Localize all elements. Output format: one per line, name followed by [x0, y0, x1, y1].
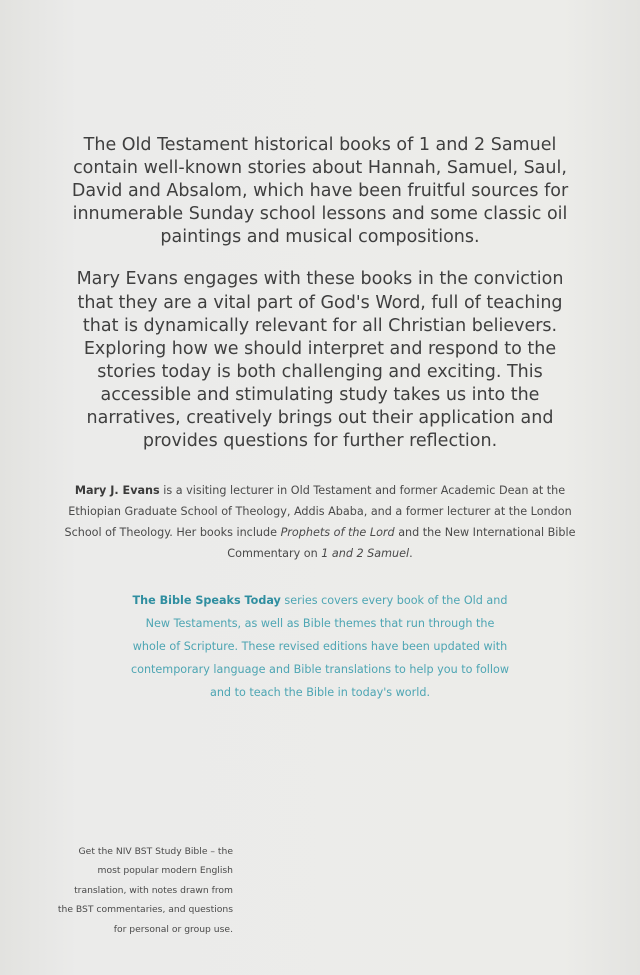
book-title-prophets: Prophets of the Lord [280, 526, 395, 539]
promo-line: Get the NIV BST Study Bible – the [78, 846, 233, 857]
cover-blurb [60, 134, 580, 453]
author-name: Mary J. Evans [74, 484, 160, 497]
promo-line: most popular modern English [97, 865, 233, 877]
author-bio-text-2: and the New International Bible Commentary on [227, 526, 576, 560]
blurb-paragraph-1: The Old Testament historical books of 1 and 2 Samuel contain well-known stories about Hannah, Samuel, Saul, David and Absalom, which have been fruitful sources for innumerable Sunday school lessons and some classic oil paintings and musical compositions. [71, 135, 569, 248]
blurb-paragraph-2: Mary Evans engages with these books in the conviction that they are a vital part of God's Word, full of teaching that is dynamically relevant for all Christian believers. Exploring how we should interpret and respond to the stories today is both challenging and exciting. This accessible and stimulating study takes us into the narratives, creatively brings out their application and provides questions for further reflection. [76, 269, 564, 452]
series-name: The Bible Speaks Today [132, 594, 281, 607]
author-bio-end: . [409, 547, 413, 560]
study-bible-promo [30, 842, 233, 939]
series-description [128, 589, 512, 704]
book-title-samuel: 1 and 2 Samuel [321, 547, 410, 560]
promo-line: the BST commentaries, and questions [57, 904, 233, 916]
promo-line: for personal or group use. [113, 923, 233, 935]
promo-line: translation, with notes drawn from [74, 884, 233, 896]
series-text: series covers every book of the Old and New Testaments, as well as Bible themes that run through the whole of Scripture. These revised editions have been updated with contemporary language and Bible translations to help you to follow and to teach the Bible in today's world. [130, 594, 510, 699]
author-bio [50, 480, 590, 564]
author-bio-text: is a visiting lecturer in Old Testament and former Academic Dean at the Ethiopian Graduate School of Theology, Addis Ababa, and a former lecturer at the London School of Theology. Her books include [64, 484, 572, 539]
